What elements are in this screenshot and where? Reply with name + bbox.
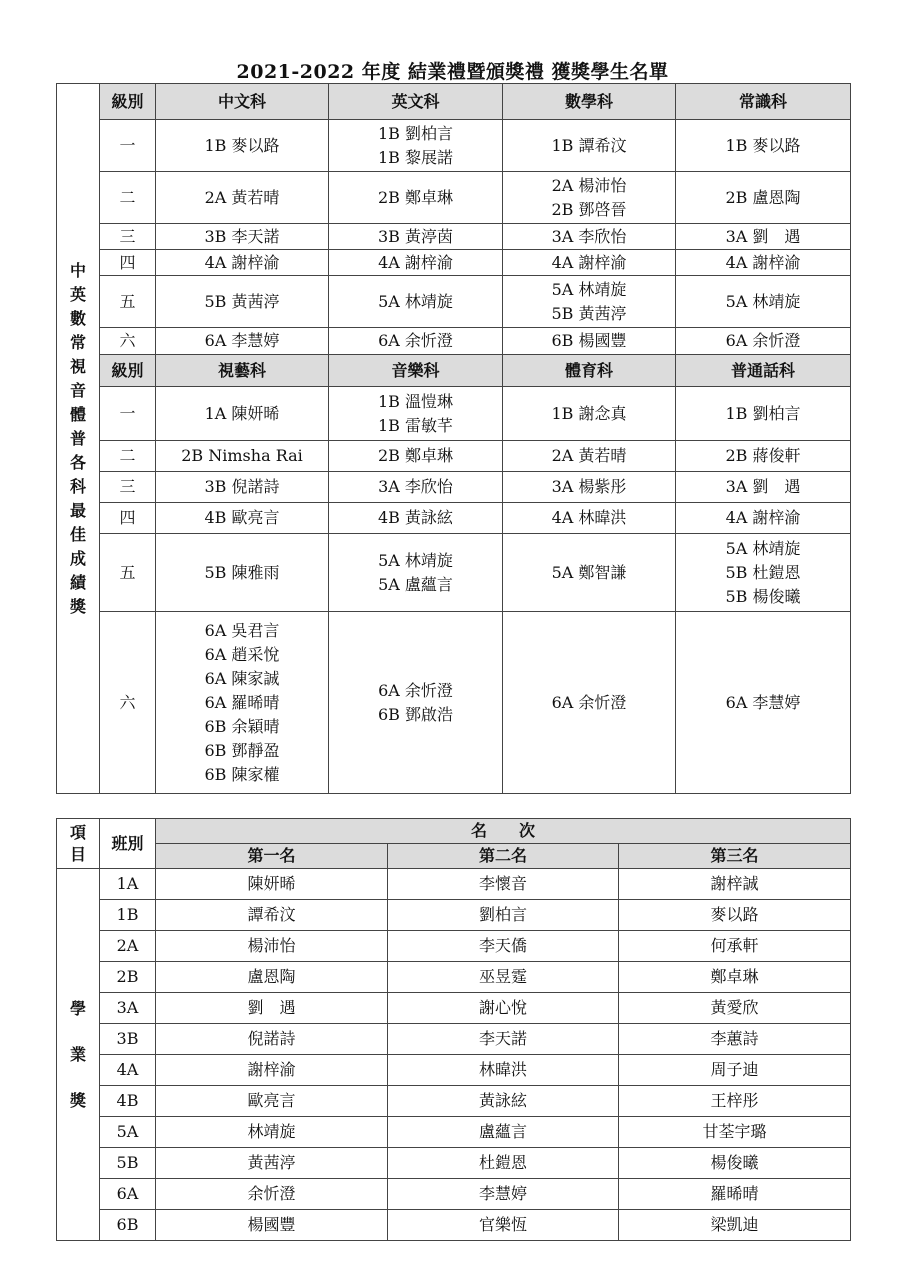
table-row — [57, 224, 851, 250]
student-name: 余忻澄 — [156, 1179, 388, 1210]
student-name: 黃愛欣 — [619, 993, 851, 1024]
table-row — [57, 993, 851, 1024]
student-name: 甘荃宇璐 — [619, 1117, 851, 1148]
class-cell: 6A — [100, 1179, 156, 1210]
winner-name: 5A 林靖旋 — [725, 538, 801, 558]
winner-name: 4A 謝梓渝 — [725, 508, 801, 527]
winner-cell — [503, 472, 676, 503]
winner-name: 1B 劉柏言 — [725, 403, 801, 423]
winner-cell — [503, 224, 676, 250]
winner-name: 4A 謝梓渝 — [204, 252, 280, 272]
grade-cell: 一 — [100, 120, 156, 172]
winner-cell — [329, 224, 503, 250]
winner-cell — [676, 387, 851, 441]
winner-name: 1B 麥以路 — [204, 135, 280, 155]
winner-name: 4B 黃詠絃 — [377, 508, 454, 527]
winner-name: 6A 吳君言 — [204, 620, 280, 640]
grade-cell: 四 — [100, 503, 156, 534]
table-row — [57, 931, 851, 962]
student-name: 倪諾詩 — [156, 1024, 388, 1055]
student-name: 麥以路 — [619, 900, 851, 931]
student-name: 楊沛怡 — [156, 931, 388, 962]
winner-name: 6A 羅晞晴 — [204, 692, 280, 712]
winner-cell — [156, 534, 329, 612]
class-cell: 5B — [100, 1148, 156, 1179]
winner-name: 6B 鄧啟浩 — [377, 704, 454, 724]
student-name: 周子迪 — [619, 1055, 851, 1086]
winner-cell — [329, 387, 503, 441]
student-name: 巫昱霆 — [388, 962, 619, 993]
class-cell: 2A — [100, 931, 156, 962]
winner-cell — [156, 328, 329, 355]
winner-cell — [503, 387, 676, 441]
table-row — [57, 441, 851, 472]
student-name: 楊國豐 — [156, 1210, 388, 1241]
column-header: 常識科 — [676, 84, 851, 120]
class-cell: 1B — [100, 900, 156, 931]
grade-cell: 二 — [100, 441, 156, 472]
winner-name: 6A 余忻澄 — [378, 331, 453, 350]
winner-cell — [156, 172, 329, 224]
winner-cell — [156, 612, 329, 794]
winner-name: 5A 鄭智謙 — [551, 562, 627, 582]
column-header: 級別 — [100, 84, 156, 120]
winner-cell — [503, 503, 676, 534]
winner-cell — [503, 534, 676, 612]
table-row — [57, 900, 851, 931]
student-name: 楊俊曦 — [619, 1148, 851, 1179]
winner-name: 5A 盧蘊言 — [378, 574, 453, 594]
table-row — [57, 1117, 851, 1148]
column-header: 體育科 — [503, 355, 676, 387]
student-name: 黃茜渟 — [156, 1148, 388, 1179]
grade-cell: 三 — [100, 472, 156, 503]
side-label-academic-award: 學 業 獎 — [57, 869, 100, 1241]
table-row — [57, 387, 851, 441]
winner-name: 3B 黃渟茵 — [377, 226, 454, 246]
winner-name: 2A 黃若晴 — [204, 187, 280, 207]
table-row — [57, 1210, 851, 1241]
table-row — [57, 1179, 851, 1210]
winner-cell — [503, 120, 676, 172]
table-row — [57, 612, 851, 794]
winner-name: 1B 溫愷琳 — [377, 391, 454, 411]
student-name: 鄭卓琳 — [619, 962, 851, 993]
winner-name: 1B 劉柏言 — [377, 123, 454, 143]
student-name: 李蕙詩 — [619, 1024, 851, 1055]
winner-name: 5B 杜鎧恩 — [725, 562, 801, 582]
winner-name: 2B Nimsha Rai — [181, 446, 303, 465]
column-header: 音樂科 — [329, 355, 503, 387]
winner-cell — [329, 534, 503, 612]
student-name: 李天諾 — [388, 1024, 619, 1055]
winner-cell — [156, 120, 329, 172]
rank-column-header: 第一名 — [156, 844, 388, 869]
winner-name: 3A 李欣怡 — [551, 226, 627, 246]
rank-column-header: 第三名 — [619, 844, 851, 869]
class-cell: 4A — [100, 1055, 156, 1086]
winner-name: 6A 余忻澄 — [378, 680, 453, 700]
winner-name: 3A 楊紫彤 — [551, 477, 627, 496]
grade-cell: 六 — [100, 328, 156, 355]
winner-name: 1B 麥以路 — [725, 135, 801, 155]
class-cell: 5A — [100, 1117, 156, 1148]
winner-cell — [329, 120, 503, 172]
student-name: 歐亮言 — [156, 1086, 388, 1117]
class-cell: 6B — [100, 1210, 156, 1241]
winner-name: 5B 黃茜渟 — [551, 303, 627, 323]
column-header: 視藝科 — [156, 355, 329, 387]
winner-name: 6B 楊國豐 — [551, 331, 627, 350]
student-name: 王梓彤 — [619, 1086, 851, 1117]
class-cell: 1A — [100, 869, 156, 900]
student-name: 謝梓誠 — [619, 869, 851, 900]
item-header: 項 目 — [57, 819, 100, 869]
winner-cell — [329, 441, 503, 472]
winner-name: 6A 余忻澄 — [725, 331, 801, 350]
winner-name: 6B 鄧靜盈 — [204, 740, 280, 760]
class-header: 班別 — [100, 819, 156, 869]
student-name: 盧恩陶 — [156, 962, 388, 993]
student-name: 謝心悅 — [388, 993, 619, 1024]
winner-cell — [676, 250, 851, 276]
student-name: 何承軒 — [619, 931, 851, 962]
winner-cell — [156, 276, 329, 328]
winner-cell — [329, 503, 503, 534]
winner-cell — [503, 612, 676, 794]
student-name: 陳妍晞 — [156, 869, 388, 900]
winner-name: 3B 李天諾 — [204, 226, 280, 246]
table-row — [57, 1055, 851, 1086]
winner-name: 6B 余穎晴 — [204, 716, 280, 736]
grade-cell: 六 — [100, 612, 156, 794]
column-header: 級別 — [100, 355, 156, 387]
class-cell: 4B — [100, 1086, 156, 1117]
student-name: 林暐洪 — [388, 1055, 619, 1086]
winner-name: 5B 黃茜渟 — [204, 291, 280, 311]
winner-name: 2B 鄧啓晉 — [551, 199, 627, 219]
winner-cell — [676, 172, 851, 224]
student-name: 譚希汶 — [156, 900, 388, 931]
grade-cell: 四 — [100, 250, 156, 276]
winner-name: 1B 雷敏芊 — [377, 415, 454, 435]
winner-cell — [503, 250, 676, 276]
table-row — [57, 962, 851, 993]
winner-cell — [676, 503, 851, 534]
winner-cell — [329, 328, 503, 355]
table-row — [57, 120, 851, 172]
winner-cell — [676, 441, 851, 472]
winner-name: 4A 林暐洪 — [551, 508, 627, 527]
winner-name: 5B 楊俊曦 — [725, 586, 801, 606]
winner-cell — [329, 276, 503, 328]
winner-cell — [676, 276, 851, 328]
winner-cell — [676, 472, 851, 503]
table-row — [57, 328, 851, 355]
column-header: 英文科 — [329, 84, 503, 120]
table-row — [57, 1148, 851, 1179]
winner-name: 1B 譚希汶 — [551, 135, 627, 155]
student-name: 官樂恆 — [388, 1210, 619, 1241]
winner-name: 3B 倪諾詩 — [204, 477, 280, 496]
class-cell: 3B — [100, 1024, 156, 1055]
winner-cell — [676, 328, 851, 355]
winner-name: 5A 林靖旋 — [378, 291, 453, 311]
subject-awards-table — [56, 83, 851, 794]
winner-name: 3A 劉 遇 — [725, 226, 801, 246]
winner-name: 3A 李欣怡 — [378, 477, 453, 496]
winner-name: 6A 趙采悅 — [204, 644, 280, 664]
winner-name: 4A 謝梓渝 — [551, 252, 627, 272]
side-label-subject-awards: 中 英 數 常 視 音 體 普 各 科 最 佳 成 績 獎 — [57, 84, 100, 794]
winner-cell — [156, 224, 329, 250]
column-header: 數學科 — [503, 84, 676, 120]
academic-awards-table — [56, 818, 851, 1241]
rank-header: 名 次 — [156, 819, 851, 844]
winner-cell — [156, 472, 329, 503]
winner-cell — [329, 612, 503, 794]
winner-name: 3A 劉 遇 — [725, 477, 801, 496]
winner-name: 6A 余忻澄 — [551, 692, 627, 712]
winner-name: 6A 李慧婷 — [204, 331, 280, 350]
winner-name: 6B 陳家權 — [204, 764, 280, 784]
winner-cell — [676, 224, 851, 250]
class-cell: 2B — [100, 962, 156, 993]
winner-cell — [503, 328, 676, 355]
table-row — [57, 472, 851, 503]
student-name: 劉柏言 — [388, 900, 619, 931]
winner-name: 1B 謝念真 — [551, 403, 627, 423]
winner-cell — [503, 172, 676, 224]
winner-name: 4A 謝梓渝 — [725, 252, 801, 272]
rank-column-header: 第二名 — [388, 844, 619, 869]
winner-name: 6A 李慧婷 — [725, 692, 801, 712]
column-header: 普通話科 — [676, 355, 851, 387]
student-name: 李慧婷 — [388, 1179, 619, 1210]
column-header: 中文科 — [156, 84, 329, 120]
student-name: 李懷音 — [388, 869, 619, 900]
grade-cell: 二 — [100, 172, 156, 224]
winner-name: 5A 林靖旋 — [378, 550, 453, 570]
winner-cell — [156, 441, 329, 472]
student-name: 謝梓渝 — [156, 1055, 388, 1086]
winner-name: 2B 鄭卓琳 — [377, 187, 454, 207]
student-name: 盧蘊言 — [388, 1117, 619, 1148]
winner-name: 4B 歐亮言 — [204, 508, 280, 527]
winner-cell — [676, 612, 851, 794]
winner-name: 5A 林靖旋 — [551, 279, 627, 299]
student-name: 劉 遇 — [156, 993, 388, 1024]
winner-cell — [676, 120, 851, 172]
class-cell: 3A — [100, 993, 156, 1024]
winner-name: 5A 林靖旋 — [725, 291, 801, 311]
winner-cell — [156, 250, 329, 276]
table-row — [57, 503, 851, 534]
winner-name: 1A 陳妍晞 — [204, 403, 280, 423]
student-name: 黃詠絃 — [388, 1086, 619, 1117]
table-row — [57, 250, 851, 276]
winner-cell — [156, 503, 329, 534]
student-name: 李天僑 — [388, 931, 619, 962]
winner-cell — [676, 534, 851, 612]
page-title: 2021-2022 年度 結業禮暨頒獎禮 獲獎學生名單 — [236, 61, 669, 83]
grade-cell: 一 — [100, 387, 156, 441]
table-row — [57, 1086, 851, 1117]
winner-cell — [503, 441, 676, 472]
winner-name: 2B 蔣俊軒 — [725, 446, 801, 465]
winner-name: 2B 盧恩陶 — [725, 187, 801, 207]
table-row — [57, 869, 851, 900]
winner-name: 6A 陳家誠 — [204, 668, 280, 688]
winner-cell — [329, 172, 503, 224]
student-name: 林靖旋 — [156, 1117, 388, 1148]
winner-cell — [503, 276, 676, 328]
winner-name: 4A 謝梓渝 — [378, 252, 453, 272]
grade-cell: 五 — [100, 534, 156, 612]
winner-cell — [329, 472, 503, 503]
student-name: 羅晞晴 — [619, 1179, 851, 1210]
grade-cell: 五 — [100, 276, 156, 328]
student-name: 梁凱迪 — [619, 1210, 851, 1241]
winner-name: 2A 楊沛怡 — [551, 175, 627, 195]
winner-name: 5B 陳雅雨 — [204, 562, 280, 582]
winner-name: 2A 黃若晴 — [551, 446, 627, 465]
table-row — [57, 172, 851, 224]
student-name: 杜鎧恩 — [388, 1148, 619, 1179]
winner-cell — [329, 250, 503, 276]
table-row — [57, 1024, 851, 1055]
winner-name: 1B 黎展諾 — [377, 147, 454, 167]
table-row — [57, 534, 851, 612]
grade-cell: 三 — [100, 224, 156, 250]
winner-cell — [156, 387, 329, 441]
winner-name: 2B 鄭卓琳 — [377, 446, 454, 465]
table-row — [57, 276, 851, 328]
